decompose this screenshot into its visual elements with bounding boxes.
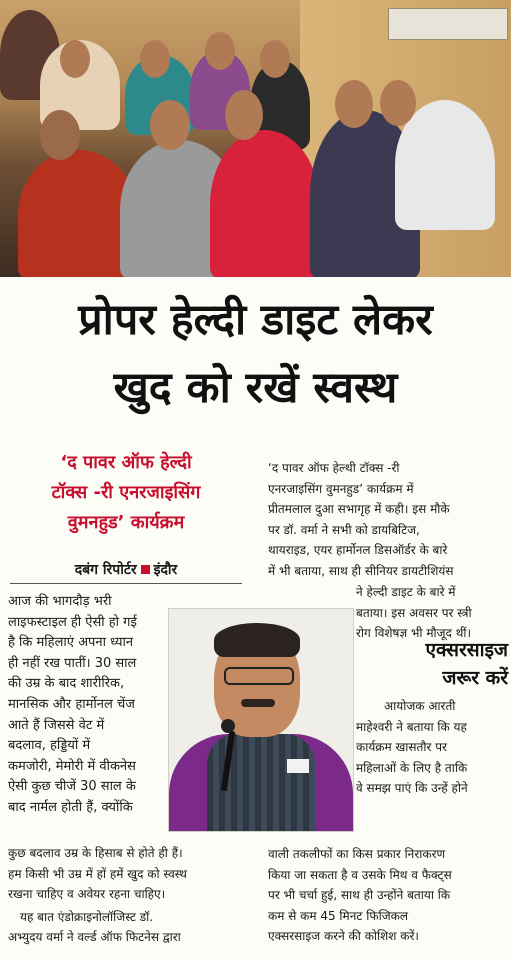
body-line: है कि महिलाएं अपना ध्यान: [8, 635, 134, 651]
body-line: पर भी चर्चा हुई, साथ ही उन्होंने बताया कि: [268, 888, 451, 903]
body-line: ने हेल्दी डाइट के बारे में: [356, 585, 456, 599]
article-headline: [0, 282, 511, 430]
speaker-hair: [214, 623, 300, 657]
left-column-text: [8, 592, 164, 819]
headline-line-2: खुद को रखें स्वस्थ: [113, 363, 398, 413]
body-line: एनरजाइसिंग वुमनहुड’ कार्यक्रम में: [268, 481, 414, 496]
body-line: थायराइड, एयर हार्मोनल डिसऑर्डर के बारे: [268, 543, 448, 558]
section-subheading: [356, 636, 508, 692]
audience-person: [210, 130, 320, 277]
right-column-narrow-text: [356, 582, 508, 644]
article-subheadline: [6, 448, 246, 538]
body-line: आते हैं जिससे वेट में: [8, 717, 105, 733]
right-column-narrow-text-2: [356, 696, 508, 799]
body-line: एक्सरसाइज करने की कोशिश करें।: [268, 929, 419, 944]
audience-head: [60, 40, 90, 78]
body-line: यह बात एंडोक्राइनोलॉजिस्ट डॉ.: [20, 909, 154, 924]
right-column-text: [268, 458, 508, 582]
body-line: बाद नार्मल होती हैं, क्योंकि: [8, 799, 133, 815]
event-audience-photo: [0, 0, 511, 277]
body-line: पर डॉ. वर्मा ने सभी को डायबिटिज,: [268, 522, 420, 537]
body-line: हम किसी भी उम्र में हों हमें खुद को स्वस्थ: [8, 866, 187, 881]
body-line: की उम्र के बाद शारीरिक,: [8, 676, 125, 692]
subheadline-line-3: वुमनहुड’ कार्यक्रम: [67, 512, 185, 533]
byline-reporter: दबंग रिपोर्टर: [74, 562, 137, 578]
speaker-mustache: [241, 699, 275, 707]
subheadline-line-2: टॉक्स -री एनरजाइसिंग: [51, 482, 201, 503]
microphone-icon: [221, 719, 235, 733]
body-line: किया जा सकता है व उसके मिथ व फैक्ट्स: [268, 867, 452, 882]
body-line: कमजोरी, मेमोरी में वीकनेस: [8, 758, 136, 774]
audience-head: [225, 90, 263, 140]
body-line: कुछ बदलाव उम्र के हिसाब से होते ही हैं।: [8, 846, 183, 860]
body-line: अभ्युदय वर्मा ने वर्ल्ड ऑफ फिटनेस द्वारा: [8, 930, 181, 945]
body-line: मानसिक और हार्मोनल चेंज: [8, 696, 135, 712]
body-line: रोग विशेषज्ञ भी मौजूद थीं।: [356, 626, 472, 641]
headline-line-1: प्रोपर हेल्दी डाइट लेकर: [78, 295, 433, 345]
body-line: वाली तकलीफों का किस प्रकार निराकरण: [268, 847, 446, 861]
speaker-glasses: [224, 667, 294, 685]
body-line: में भी बताया, साथ ही सीनियर डायटीशियंस: [268, 563, 454, 578]
speaker-badge: [287, 759, 309, 773]
byline-location: इंदौर: [153, 562, 178, 578]
audience-head: [380, 80, 416, 126]
audience-head: [205, 32, 235, 70]
body-line: रखना चाहिए व अवेयर रहना चाहिए।: [8, 887, 166, 902]
audience-head: [40, 110, 80, 160]
byline-divider: [10, 583, 242, 584]
body-line: लाइफस्टाइल ही ऐसी हो गई: [8, 614, 137, 630]
subheadline-line-1: ‘द पावर ऑफ हेल्दी: [60, 452, 192, 473]
body-line: वे समझ पाएं कि उन्हें होने: [356, 781, 468, 796]
body-line: बताया। इस अवसर पर स्त्री: [356, 605, 472, 620]
photo-wall-sign: [388, 8, 508, 40]
body-line: ‘द पावर ऑफ हेल्थी टॉक्स -री: [268, 461, 400, 475]
audience-head: [150, 100, 190, 150]
body-line: आज की भागदौड़ भरी: [8, 594, 112, 609]
body-line: आयोजक आरती: [384, 699, 456, 713]
subheading-line-1: एक्सरसाइज: [425, 639, 508, 661]
body-line: माहेश्वरी ने बताया कि यह: [356, 719, 467, 734]
body-line: कम से कम 45 मिनट फिजिकल: [268, 908, 408, 923]
byline-separator-square: [141, 565, 150, 574]
body-line: ही नहीं रख पातीं। 30 साल: [8, 655, 137, 671]
body-line: बदलाव, हड्डियों में: [8, 738, 91, 754]
left-column-text-wide: [8, 843, 250, 948]
body-line: महिलाओं के लिए है ताकि: [356, 760, 468, 775]
body-line: प्रीतमलाल दुआ सभागृह में कही। इस मौके: [268, 502, 450, 517]
body-line: ऐसी कुछ चीजें 30 साल के: [8, 779, 136, 795]
speaker-photo: [168, 608, 354, 832]
audience-head: [335, 80, 373, 128]
audience-head: [260, 40, 290, 78]
audience-head: [140, 40, 170, 78]
body-line: कार्यक्रम खासतौर पर: [356, 740, 447, 755]
byline: [12, 560, 240, 579]
right-column-bottom-text: [268, 844, 508, 947]
subheading-line-2: जरूर करें: [442, 667, 508, 689]
